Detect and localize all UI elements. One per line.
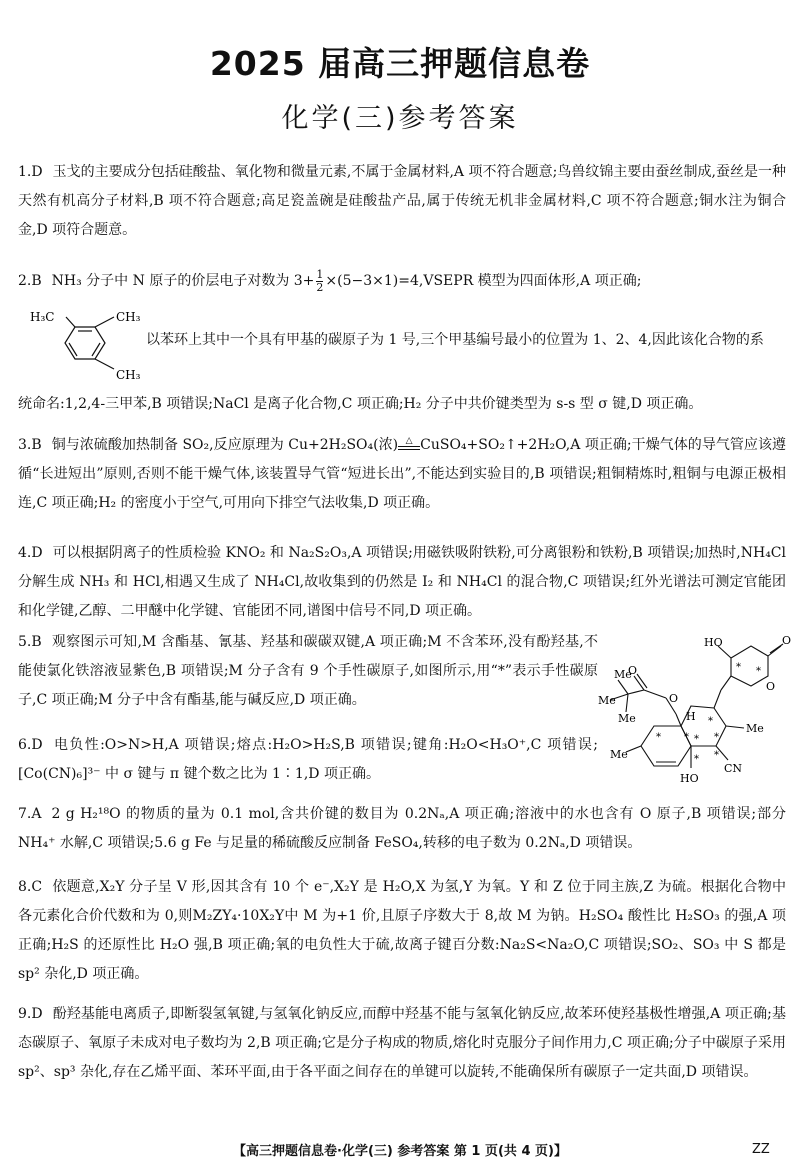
label-o-ester2: O xyxy=(669,692,679,705)
answer-label: 6.D xyxy=(18,737,43,753)
reaction-condition xyxy=(398,437,420,450)
question-1 xyxy=(18,158,786,245)
explanation: ×(5−3×1)=4,VSEPR 模型为四面体形,A 项正确; xyxy=(325,273,642,289)
footer-code: ZZ xyxy=(752,1142,770,1157)
question-6 xyxy=(18,731,598,789)
trimethylbenzene-structure xyxy=(30,305,150,385)
page-footer: 【高三押题信息卷·化学(三) 参考答案 第 1 页(共 4 页)】 xyxy=(233,1144,567,1159)
label-o-carbonyl: O xyxy=(782,634,792,647)
answer-label: 1.D xyxy=(18,164,43,180)
fraction-numerator: 1 xyxy=(316,267,324,281)
explanation: 可以根据阴离子的性质检验 KNO₂ 和 Na₂S₂O₃,A 项错误;用磁铁吸附铁粉,可分离银粉和铁粉,B 项错误;加热时,NH₄Cl 分解生成 NH₃ 和 HCl,相遇又生成了 NH₄Cl,故收集到的仍然是 I₂ 和 NH₄Cl 的混合物,C 项错误;红外光谱法可测定官能团和化学键,乙醇、二甲醚中化学键、官能团不同,谱图中信号不同,D 项正确。 xyxy=(18,545,786,619)
label-o-ester: O xyxy=(628,664,638,677)
chiral-star: * xyxy=(684,732,689,743)
label-me-4: Me xyxy=(746,722,764,735)
question-2 xyxy=(18,267,786,296)
explanation: CuSO₄+SO₂↑+2H₂O,A 项正确;干燥气体的导气管应该遵循“长进短出”原则,否则不能干燥气体,该装置导气管“短进长出”,不能达到实验目的,B 项错误;粗铜精炼时,粗铜与电源正极相连,C 项正确;H₂ 的密度小于空气,可用向下排空气法收集,D 项正确。 xyxy=(18,437,786,511)
explanation: 铜与浓硫酸加热制备 SO₂,反应原理为 Cu+2H₂SO₄(浓) xyxy=(51,437,399,453)
answer-label: 9.D xyxy=(18,1006,43,1022)
answer-label: 8.C xyxy=(18,879,43,895)
question-2-line-3 xyxy=(18,390,786,419)
molecule-bonds xyxy=(610,644,783,768)
label-ho-top: HO xyxy=(704,636,723,649)
explanation: 观察图示可知,M 含酯基、氰基、羟基和碳碳双键,A 项正确;M 不含苯环,没有酚羟基,不能使氯化铁溶液显紫色,B 项错误;M 分子含有 9 个手性碳原子,如图所示,用“*”表示手性碳原子,C 项正确;M 分子中含有酯基,能与碱反应,D 项正确。 xyxy=(18,634,598,708)
answer-label: 3.B xyxy=(18,437,42,453)
question-8 xyxy=(18,873,786,989)
explanation: 电负性:O>N>H,A 项错误;熔点:H₂O>H₂S,B 项错误;键角:H₂O<H₃O⁺,C 项错误;[Co(CN)₆]³⁻ 中 σ 键与 π 键个数之比为 1∶1,D 项正确。 xyxy=(18,737,598,782)
label-o-ring: O xyxy=(766,680,776,693)
answer-label: 5.B xyxy=(18,634,42,650)
label-ho-bottom: HO xyxy=(680,772,699,785)
answer-label: 7.A xyxy=(18,806,42,822)
chiral-star: * xyxy=(736,662,741,673)
chiral-star: * xyxy=(694,734,699,745)
question-5 xyxy=(18,628,598,715)
molecule-m-structure xyxy=(596,628,796,798)
benzene-ring xyxy=(65,317,114,369)
label-cn: CN xyxy=(724,762,743,775)
question-3 xyxy=(18,431,786,518)
label-me-2: Me xyxy=(598,694,616,707)
question-9 xyxy=(18,1000,786,1087)
question-7 xyxy=(18,800,786,858)
fraction-denominator: 2 xyxy=(316,280,324,294)
label-h3c: H₃C xyxy=(30,310,55,324)
explanation: 以苯环上其中一个具有甲基的碳原子为 1 号,三个甲基编号最小的位置为 1、2、4,因此该化合物的系 xyxy=(146,332,764,348)
chiral-star: * xyxy=(656,732,661,743)
label-ch3-bottom: CH₃ xyxy=(116,368,141,382)
page-title: 2025 届高三押题信息卷 xyxy=(209,44,591,83)
explanation: 依题意,X₂Y 分子呈 V 形,因其含有 10 个 e⁻,X₂Y 是 H₂O,X 为氢,Y 为氧。Y 和 Z 位于同主族,Z 为硫。根据化合物中各元素化合价代数和为 0,则M₂ZY₄·10X₂Y中 M 为+1 价,且原子序数大于 8,故 M 为钠。H₂SO₄ 酸性比 H₂SO₃ 的强,A 项正确;H₂S 的还原性比 H₂O 强,B 项正确;氧的电负性大于硫,故离子键百分数:Na₂S<Na₂O,C 项错误;SO₂、SO₃ 中 S 都是 sp² 杂化,D 项正确。 xyxy=(18,879,786,982)
explanation: 酚羟基能电离质子,即断裂氢氧键,与氢氧化钠反应,而醇中羟基不能与氢氧化钠反应,故苯环使羟基极性增强,A 项正确;基态碳原子、氧原子未成对电子数均为 2,B 项正确;它是分子构成的物质,熔化时克服分子间作用力,C 项正确;分子中碳原子采用 sp²、sp³ 杂化,存在乙烯平面、苯环平面,由于各平面之间存在的单键可以旋转,不能确保所有碳原子一定共面,D 项错误。 xyxy=(18,1006,786,1080)
chiral-star: * xyxy=(756,666,761,677)
explanation: 2 g H₂¹⁸O 的物质的量为 0.1 mol,含共价键的数目为 0.2Nₐ,A 项正确;溶液中的水也含有 O 原子,B 项错误;部分 NH₄⁺ 水解,C 项错误;5.6 g Fe 与足量的稀硫酸反应制备 FeSO₄,转移的电子数为 0.2Nₐ,D 项错误。 xyxy=(18,806,786,851)
explanation: 统命名:1,2,4-三甲苯,B 项错误;NaCl 是离子化合物,C 项正确;H₂ 分子中共价键类型为 s-s 型 σ 键,D 项正确。 xyxy=(18,396,703,412)
explanation: NH₃ 分子中 N 原子的价层电子对数为 3+ xyxy=(51,273,315,289)
answer-label: 2.B xyxy=(18,273,42,289)
label-me-3: Me xyxy=(618,712,636,725)
chiral-markers xyxy=(656,662,761,765)
label-h: H xyxy=(686,710,696,723)
page-subtitle: 化学(三)参考答案 xyxy=(281,103,519,134)
explanation: 玉戈的主要成分包括硅酸盐、氧化物和微量元素,不属于金属材料,A 项不符合题意;鸟兽纹锦主要由蚕丝制成,蚕丝是一种天然有机高分子材料,B 项不符合题意;高足瓷盖碗是硅酸盐产品,属于传统无机非金属材料,C 项不符合题意;铜水注为铜合金,D 项符合题意。 xyxy=(18,164,786,238)
question-4 xyxy=(18,539,786,626)
label-me-1: Me xyxy=(614,668,632,681)
chiral-star: * xyxy=(708,716,713,727)
label-ch3-top: CH₃ xyxy=(116,310,141,324)
question-2-continued xyxy=(146,326,786,355)
chiral-star: * xyxy=(714,750,719,761)
answer-label: 4.D xyxy=(18,545,43,561)
heat-symbol: △ xyxy=(405,436,413,446)
chiral-star: * xyxy=(714,732,719,743)
fraction xyxy=(316,269,323,294)
label-me-5: Me xyxy=(610,748,628,761)
chiral-star: * xyxy=(694,754,699,765)
